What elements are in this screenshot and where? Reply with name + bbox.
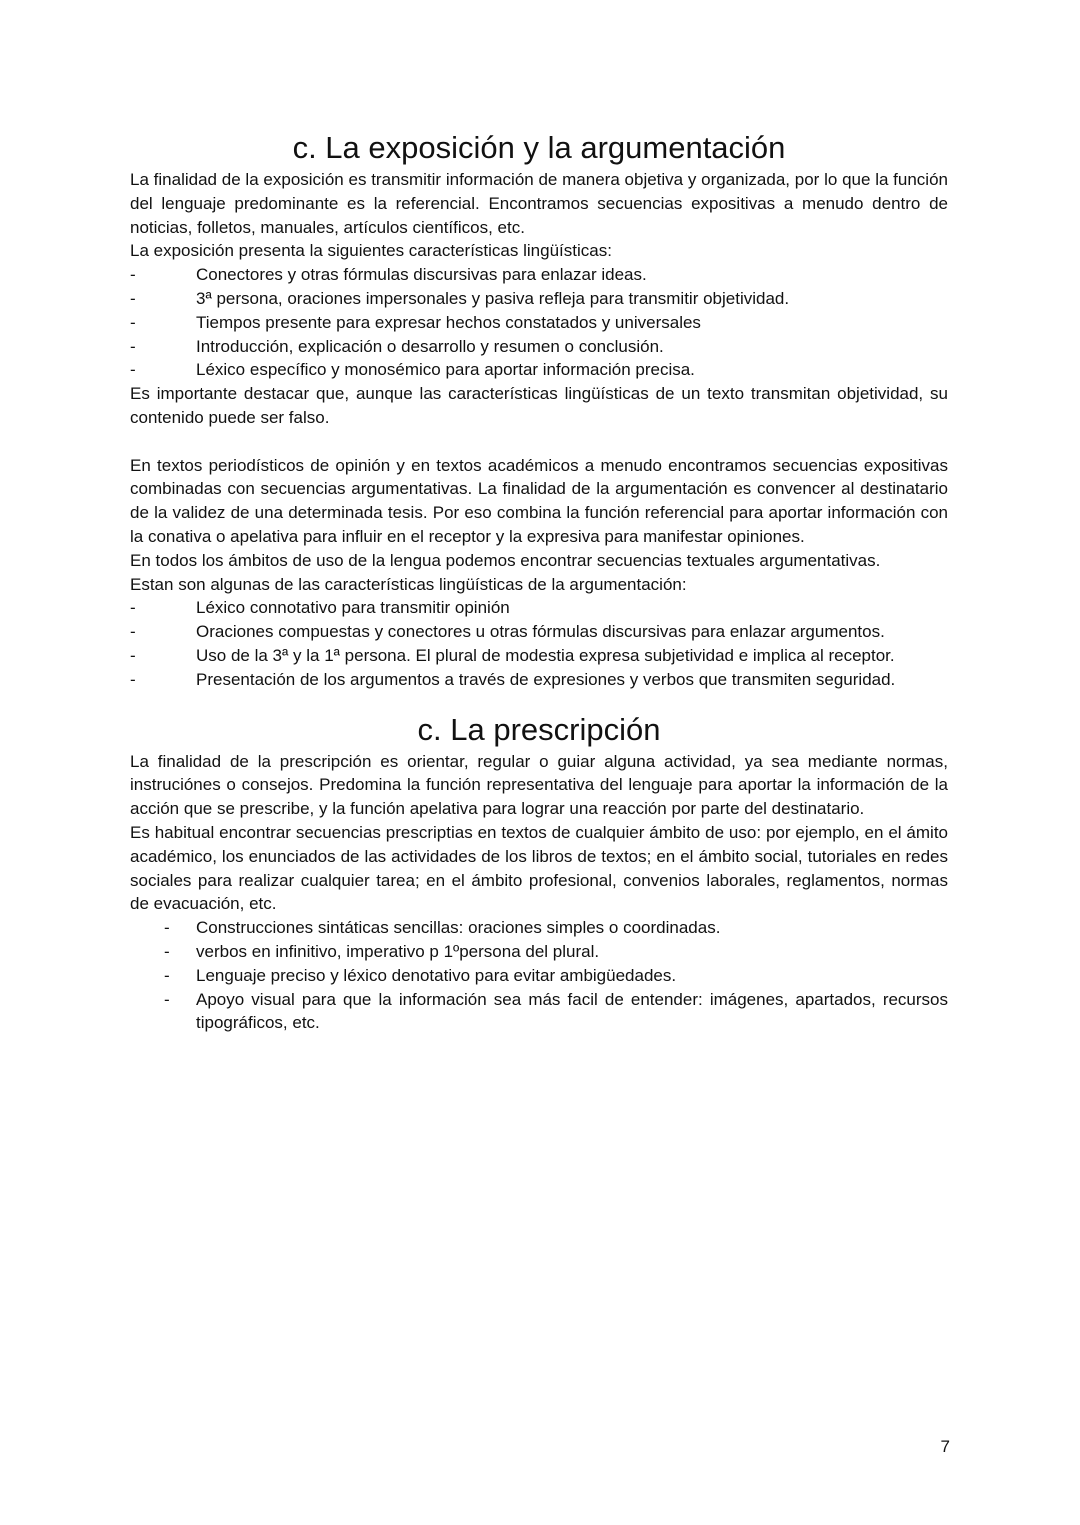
list-item-text: Construcciones sintáticas sencillas: oraciones simples o coordinadas. bbox=[196, 918, 721, 938]
dash-bullet: - bbox=[130, 669, 136, 689]
list-item-text: Presentación de los argumentos a través de expresiones y verbos que transmiten seguridad. bbox=[196, 669, 896, 689]
list-item bbox=[130, 596, 948, 620]
list-item bbox=[130, 311, 948, 335]
list-item bbox=[130, 335, 948, 359]
paragraph-argumentacion-line2: Estan son algunas de las características lingüísticas de la argumentación: bbox=[130, 574, 687, 594]
dash-bullet: - bbox=[130, 360, 136, 380]
dash-bullet: - bbox=[164, 941, 170, 961]
list-argumentacion-features bbox=[130, 596, 948, 691]
list-item bbox=[130, 964, 948, 988]
dash-bullet: - bbox=[164, 989, 170, 1009]
list-item bbox=[130, 358, 948, 382]
dash-bullet: - bbox=[164, 965, 170, 985]
paragraph-argumentacion: En textos periodísticos de opinión y en textos académicos a menudo encontramos secuencias expositivas combinadas con secuencias argumentativas. La finalidad de la argumentación es convencer al destinatario de la validez de una determinada tesis. Por eso combina la función referencial para aportar información con la conativa o apelativa para influir en el receptor y la expresiva para manifestar opiniones. bbox=[130, 455, 948, 546]
list-item-text: Léxico específico y monosémico para aportar información precisa. bbox=[196, 360, 695, 380]
document-page bbox=[130, 128, 948, 1035]
section-title-exposicion: c. La exposición y la argumentación bbox=[292, 130, 786, 165]
list-exposicion-features bbox=[130, 263, 948, 382]
list-item-text: Tiempos presente para expresar hechos constatados y universales bbox=[196, 312, 701, 332]
dash-bullet: - bbox=[130, 645, 136, 665]
list-item bbox=[130, 287, 948, 311]
dash-bullet: - bbox=[164, 918, 170, 938]
dash-bullet: - bbox=[130, 312, 136, 332]
list-item bbox=[130, 620, 948, 644]
list-item-text: Introducción, explicación o desarrollo y resumen o conclusión. bbox=[196, 336, 664, 356]
list-item bbox=[130, 916, 948, 940]
list-item-text: Oraciones compuestas y conectores u otras fórmulas discursivas para enlazar argumentos. bbox=[196, 622, 885, 642]
list-item bbox=[130, 668, 948, 692]
list-item bbox=[130, 644, 948, 668]
list-item-text: Uso de la 3ª y la 1ª persona. El plural de modestia expresa subjetividad e implica al receptor. bbox=[196, 645, 895, 665]
section-gap bbox=[130, 692, 948, 710]
paragraph-exposicion-list-intro: La exposición presenta la siguientes características lingüísticas: bbox=[130, 241, 612, 261]
list-item-text: Léxico connotativo para transmitir opinión bbox=[196, 598, 510, 618]
section-title-prescripcion: c. La prescripción bbox=[417, 711, 661, 747]
blank-line bbox=[130, 430, 948, 454]
paragraph-prescripcion-2: Es habitual encontrar secuencias prescriptias en textos de cualquier ámbito de uso: por ejemplo, en el ámito académico, los enunciados de las actividades de los libros de textos; en el ámbito social, tutoriales en redes sociales para realizar cualquier tarea; en el ámbito profesional, convenios laborales, reglamentos, normas de evacuación, etc. bbox=[130, 822, 948, 914]
dash-bullet: - bbox=[130, 598, 136, 618]
dash-bullet: - bbox=[130, 336, 136, 356]
dash-bullet: - bbox=[130, 622, 136, 642]
list-prescripcion-features bbox=[130, 916, 948, 1035]
list-item bbox=[130, 988, 948, 1036]
list-item-text: Conectores y otras fórmulas discursivas para enlazar ideas. bbox=[196, 265, 647, 285]
paragraph-exposicion-intro: La finalidad de la exposición es transmitir información de manera objetiva y organizada, por lo que la función del lenguaje predominante es la referencial. Encontramos secuencias expositivas a menudo dentro de noticias, folletos, manuales, artículos científicos, etc. bbox=[130, 170, 948, 237]
list-item bbox=[130, 940, 948, 964]
page-number: 7 bbox=[940, 1437, 950, 1456]
list-item bbox=[130, 263, 948, 287]
dash-bullet: - bbox=[130, 265, 136, 285]
list-item-text: verbos en infinitivo, imperativo p 1ºpersona del plural. bbox=[196, 941, 600, 961]
list-item-text: Lenguaje preciso y léxico denotativo para evitar ambigüedades. bbox=[196, 965, 677, 985]
list-item-text: 3ª persona, oraciones impersonales y pasiva refleja para transmitir objetividad. bbox=[196, 288, 790, 308]
list-item-text: Apoyo visual para que la información sea más facil de entender: imágenes, apartados, recursos tipográficos, etc. bbox=[196, 989, 948, 1033]
paragraph-argumentacion-line1: En todos los ámbitos de uso de la lengua podemos encontrar secuencias textuales argumentativas. bbox=[130, 550, 881, 570]
paragraph-exposicion-note: Es importante destacar que, aunque las características lingüísticas de un texto transmitan objetividad, su contenido puede ser falso. bbox=[130, 384, 948, 427]
dash-bullet: - bbox=[130, 288, 136, 308]
paragraph-prescripcion-1: La finalidad de la prescripción es orientar, regular o guiar alguna actividad, ya sea mediante normas, instruciónes o consejos. Predomina la función representativa del lenguaje para aportar la información de la acción que se prescribe, y la función apelativa para lograr una reacción por parte del destinatario. bbox=[130, 751, 948, 819]
